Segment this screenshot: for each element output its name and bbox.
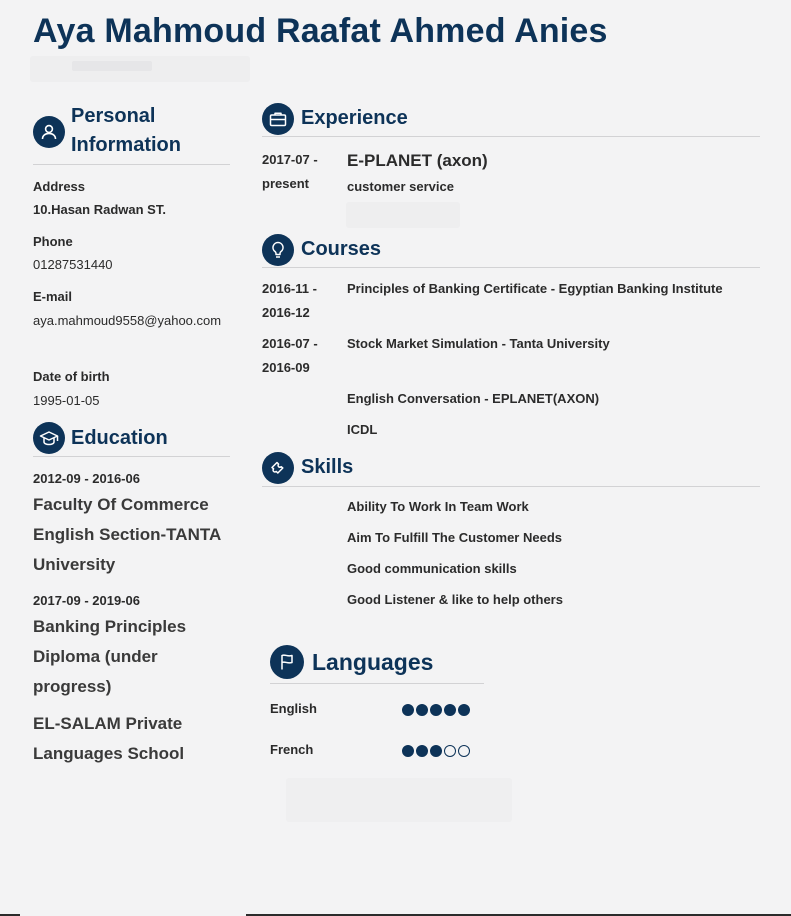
language-name-english: English — [270, 701, 317, 716]
level-dot-empty — [444, 745, 456, 757]
experience-title: Experience — [301, 107, 408, 129]
skill-item-1: Ability To Work In Team Work — [347, 499, 529, 514]
faded-subtitle — [30, 56, 250, 82]
education-title-1: Faculty Of Commerce English Section-TANTA University — [33, 495, 221, 574]
language-level-french — [402, 745, 470, 757]
languages-title: Languages — [312, 649, 434, 675]
dob-value: 1995-01-05 — [33, 393, 100, 408]
education-title: Education — [71, 427, 168, 449]
puzzle-icon — [262, 452, 294, 484]
experience-role-1: customer service — [347, 179, 454, 194]
faded-footer-block — [286, 778, 512, 822]
level-dot-empty — [458, 745, 470, 757]
level-dot-filled — [416, 704, 428, 716]
level-dot-filled — [430, 745, 442, 757]
level-dot-filled — [444, 704, 456, 716]
briefcase-icon — [262, 103, 294, 135]
address-label: Address — [33, 179, 86, 194]
phone-value: 01287531440 — [33, 257, 113, 272]
experience-date-1: 2017-07 - present — [262, 152, 318, 191]
lightbulb-icon — [262, 234, 294, 266]
level-dot-filled — [416, 745, 428, 757]
cv-name: Aya Mahmoud Raafat Ahmed Anies — [33, 12, 608, 50]
education-date-1: 2012-09 - 2016-06 — [33, 471, 140, 486]
email-label: E-mail — [33, 289, 73, 304]
course-date-1: 2016-11 - 2016-12 — [262, 281, 317, 320]
language-level-english — [402, 704, 470, 716]
language-name-french: French — [270, 742, 314, 757]
skill-item-2: Aim To Fulfill The Customer Needs — [347, 530, 563, 545]
personal-divider — [33, 164, 230, 165]
course-text-4: ICDL — [347, 422, 378, 437]
skill-item-4: Good Listener & like to help others — [347, 592, 563, 607]
courses-title: Courses — [301, 238, 382, 260]
languages-divider — [270, 683, 484, 684]
skills-title: Skills — [301, 456, 354, 478]
course-text-2: Stock Market Simulation - Tanta University — [347, 336, 610, 351]
person-icon — [33, 116, 65, 148]
email-value[interactable]: aya.mahmoud9558@yahoo.com — [33, 313, 222, 328]
level-dot-filled — [402, 745, 414, 757]
course-date-2: 2016-07 - 2016-09 — [262, 336, 318, 375]
personal-info-title: Personal Information — [71, 105, 181, 156]
graduation-cap-icon — [33, 422, 65, 454]
level-dot-filled — [430, 704, 442, 716]
skill-item-3: Good communication skills — [347, 561, 517, 576]
faded-description — [346, 202, 460, 228]
education-title-2: Banking Principles Diploma (under progress) — [33, 617, 187, 696]
course-text-3: English Conversation - EPLANET(AXON) — [347, 391, 600, 406]
address-value: 10.Hasan Radwan ST. — [33, 202, 166, 217]
education-date-2: 2017-09 - 2019-06 — [33, 593, 140, 608]
skills-divider — [262, 486, 760, 487]
education-title-3: EL-SALAM Private Languages School — [33, 714, 185, 763]
phone-label: Phone — [33, 234, 73, 249]
level-dot-filled — [458, 704, 470, 716]
experience-divider — [262, 136, 760, 137]
course-text-1: Principles of Banking Certificate - Egyptian Banking Institute — [347, 281, 723, 296]
experience-company-1: E-PLANET (axon) — [347, 151, 488, 170]
flag-icon — [270, 645, 304, 679]
level-dot-filled — [402, 704, 414, 716]
education-divider — [33, 456, 230, 457]
courses-divider — [262, 267, 760, 268]
dob-label: Date of birth — [33, 369, 110, 384]
